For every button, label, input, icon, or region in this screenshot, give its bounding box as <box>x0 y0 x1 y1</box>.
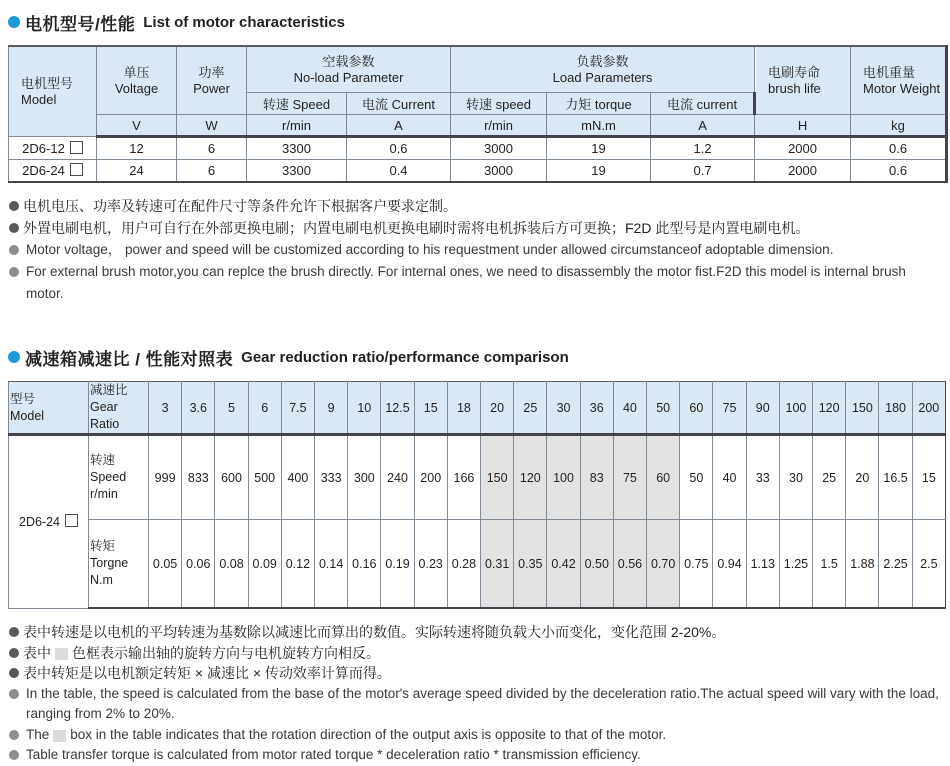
torque-value-cell: 2.25 <box>879 520 912 609</box>
unit-cell: A <box>347 115 451 137</box>
header-gear-ratio-zh: 减速比 <box>90 383 128 397</box>
speed-value-cell: 60 <box>647 435 680 520</box>
motor-value-cell: 0.6 <box>851 137 947 160</box>
ratio-header-cell: 18 <box>447 382 480 435</box>
header-weight-zh: 电机重量 <box>863 64 916 80</box>
ratio-header-cell: 60 <box>680 382 713 435</box>
speed-value-cell: 833 <box>182 435 215 520</box>
ratio-header-cell: 40 <box>613 382 646 435</box>
motor-value-cell: 3000 <box>451 137 547 160</box>
speed-value-cell: 100 <box>547 435 580 520</box>
note-line <box>8 195 946 217</box>
note-text: 表中转速是以电机的平均转速为基数除以减速比而算出的数值。实际转速将随负载大小而变化，变化范围 2-20%。 <box>23 624 726 640</box>
note-text: 色框表示输出轴的旋转方向与电机旋转方向相反。 <box>72 644 380 661</box>
header-power-zh: 功率 <box>198 64 225 80</box>
ratio-header-cell: 90 <box>746 382 779 435</box>
header-voltage-en: Voltage <box>114 80 159 96</box>
torque-value-cell: 2.5 <box>912 520 945 609</box>
motor-value-cell: 6 <box>177 137 247 160</box>
motor-value-cell: 6 <box>177 160 247 183</box>
motor-value-cell: 3300 <box>247 160 347 183</box>
header-gear-model-en: Model <box>10 408 45 423</box>
ratio-header-cell: 20 <box>481 382 514 435</box>
note-bullet-icon <box>9 201 19 211</box>
header-load-speed: 转速 speed <box>451 93 547 115</box>
note-line <box>8 725 946 746</box>
speed-value-cell: 300 <box>348 435 381 520</box>
torque-value-cell: 0.70 <box>647 520 680 609</box>
torque-value-cell: 0.35 <box>514 520 547 609</box>
ratio-header-cell: 75 <box>713 382 746 435</box>
unit-cell: H <box>755 115 851 137</box>
gray-box-icon <box>55 648 68 660</box>
motor-data-row <box>9 160 947 183</box>
gear-model-cell <box>9 435 89 609</box>
speed-value-cell: 50 <box>680 435 713 520</box>
section1-title-en: List of motor characteristics <box>143 13 345 31</box>
note-bullet-icon <box>9 668 19 678</box>
ratio-header-cell: 10 <box>348 382 381 435</box>
gear-reduction-table <box>8 381 946 609</box>
header-noload-group <box>247 46 451 93</box>
note-bullet-icon <box>9 689 19 699</box>
speed-label-cell <box>89 435 149 520</box>
ratio-header-cell: 120 <box>813 382 846 435</box>
speed-value-cell: 500 <box>248 435 281 520</box>
unit-cell: A <box>651 115 755 137</box>
motor-characteristics-table <box>8 45 948 183</box>
torque-value-cell: 0.14 <box>315 520 348 609</box>
motor-data-row <box>9 137 947 160</box>
header-load-zh: 负载参数 <box>576 53 629 69</box>
speed-value-cell: 30 <box>779 435 812 520</box>
gear-model-label: 2D6-24 <box>19 515 60 530</box>
motor-notes <box>8 195 946 305</box>
speed-value-cell: 999 <box>149 435 182 520</box>
section2-title-en: Gear reduction ratio/performance comparison <box>241 348 569 366</box>
note-text: 表中 <box>23 644 51 661</box>
speed-value-cell: 40 <box>713 435 746 520</box>
speed-value-cell: 15 <box>912 435 945 520</box>
note-text: In the table, the speed is calculated from the base of the motor's average speed divided by the deceleration ratio.The actual speed will vary with the load, ranging from 2% to 20%. <box>26 685 939 721</box>
unit-cell: mN.m <box>547 115 651 137</box>
motor-value-cell: 3300 <box>247 137 347 160</box>
note-line <box>8 663 946 684</box>
section1-title-zh: 电机型号/性能 <box>25 14 136 34</box>
motor-value-cell: 0.7 <box>651 160 755 183</box>
note-text: The <box>26 726 50 742</box>
gear-speed-row <box>9 435 946 520</box>
ratio-header-cell: 100 <box>779 382 812 435</box>
note-line <box>8 261 946 305</box>
header-brush-zh: 电刷寿命 <box>768 64 821 80</box>
speed-value-cell: 166 <box>447 435 480 520</box>
header-load-current: 电流 current <box>651 93 755 115</box>
units-row <box>9 115 947 137</box>
section1-title <box>8 10 946 34</box>
header-gear-ratio <box>89 382 149 435</box>
speed-value-cell: 240 <box>381 435 414 520</box>
speed-label-en: Speed <box>90 470 127 484</box>
section2-title <box>8 345 946 369</box>
ratio-header-cell: 30 <box>547 382 580 435</box>
torque-label-cell <box>89 520 149 609</box>
header-brush-life <box>755 46 851 115</box>
speed-label-zh: 转速 <box>90 453 116 467</box>
note-text: Motor voltage， power and speed will be customized according to his requestment under allowed circumstanceof adoptable dimension. <box>26 242 834 257</box>
header-brush-en: brush life <box>768 80 821 96</box>
gear-notes <box>8 622 946 766</box>
header-weight-en: Motor Weight <box>863 80 941 96</box>
torque-value-cell: 0.94 <box>713 520 746 609</box>
motor-value-cell: 0.6 <box>851 160 947 183</box>
ratio-header-cell: 7.5 <box>281 382 314 435</box>
ratio-header-cell: 3.6 <box>182 382 215 435</box>
unit-cell: r/min <box>451 115 547 137</box>
header-voltage-zh: 单压 <box>123 64 150 80</box>
torque-value-cell: 1.5 <box>813 520 846 609</box>
model-box-icon <box>70 163 83 176</box>
torque-value-cell: 0.42 <box>547 520 580 609</box>
speed-value-cell: 400 <box>281 435 314 520</box>
ratio-header-cell: 6 <box>248 382 281 435</box>
section2-title-zh: 减速箱减速比 / 性能对照表 <box>25 349 234 369</box>
speed-value-cell: 600 <box>215 435 248 520</box>
torque-value-cell: 1.25 <box>779 520 812 609</box>
header-model-zh: 电机型号 <box>21 75 74 91</box>
motor-value-cell: 19 <box>547 160 651 183</box>
ratio-header-cell: 50 <box>647 382 680 435</box>
motor-value-cell: 12 <box>97 137 177 160</box>
speed-value-cell: 200 <box>414 435 447 520</box>
torque-value-cell: 1.88 <box>846 520 879 609</box>
note-bullet-icon <box>9 267 19 277</box>
gear-torque-row <box>9 520 946 609</box>
ratio-header-cell: 3 <box>149 382 182 435</box>
header-motor-weight <box>851 46 947 115</box>
torque-value-cell: 0.09 <box>248 520 281 609</box>
torque-value-cell: 0.31 <box>481 520 514 609</box>
ratio-header-cell: 36 <box>580 382 613 435</box>
torque-value-cell: 0.19 <box>381 520 414 609</box>
motor-header-row1 <box>9 46 947 93</box>
note-bullet-icon <box>9 627 19 637</box>
motor-value-cell: 1.2 <box>651 137 755 160</box>
header-power-en: Power <box>193 80 230 96</box>
speed-value-cell: 25 <box>813 435 846 520</box>
blue-bullet-icon <box>8 351 20 363</box>
note-line <box>8 217 946 239</box>
unit-cell: r/min <box>247 115 347 137</box>
note-bullet-icon <box>9 245 19 255</box>
speed-value-cell: 75 <box>613 435 646 520</box>
ratio-header-cell: 200 <box>912 382 945 435</box>
torque-value-cell: 0.50 <box>580 520 613 609</box>
header-voltage <box>97 46 177 115</box>
ratio-header-cell: 12.5 <box>381 382 414 435</box>
motor-value-cell: 2000 <box>755 160 851 183</box>
header-model <box>9 46 97 137</box>
torque-value-cell: 0.23 <box>414 520 447 609</box>
header-load-en: Load Parameters <box>552 69 653 85</box>
header-noload-current: 电流 Current <box>347 93 451 115</box>
header-load-group <box>451 46 755 93</box>
torque-value-cell: 0.12 <box>281 520 314 609</box>
motor-value-cell: 0.4 <box>347 160 451 183</box>
unit-cell: kg <box>851 115 947 137</box>
model-box-icon <box>65 514 78 527</box>
torque-label-en: Torgne <box>90 556 129 570</box>
note-text: 表中转矩是以电机额定转矩 × 减速比 × 传动效率计算而得。 <box>23 665 391 681</box>
note-line <box>8 622 946 643</box>
motor-value-cell: 24 <box>97 160 177 183</box>
header-power <box>177 46 247 115</box>
note-bullet-icon <box>9 648 19 658</box>
header-noload-speed: 转速 Speed <box>247 93 347 115</box>
header-model-en: Model <box>21 91 57 107</box>
torque-label-unit: N.m <box>90 573 113 587</box>
ratio-header-cell: 180 <box>879 382 912 435</box>
model-label: 2D6-12 <box>22 140 65 156</box>
note-line <box>8 684 946 725</box>
motor-value-cell: 0.6 <box>347 137 451 160</box>
model-cell <box>9 160 97 183</box>
note-line <box>8 643 946 664</box>
unit-cell: W <box>177 115 247 137</box>
note-bullet-icon <box>9 750 19 760</box>
blue-bullet-icon <box>8 16 20 28</box>
header-gear-model-zh: 型号 <box>10 391 36 406</box>
header-noload-en: No-load Parameter <box>293 69 404 85</box>
note-line <box>8 239 946 261</box>
torque-label-zh: 转矩 <box>90 539 116 553</box>
speed-label-unit: r/min <box>90 487 118 501</box>
speed-value-cell: 333 <box>315 435 348 520</box>
ratio-header-cell: 5 <box>215 382 248 435</box>
header-load-torque: 力矩 torque <box>547 93 651 115</box>
motor-value-cell: 3000 <box>451 160 547 183</box>
ratio-header-cell: 9 <box>315 382 348 435</box>
ratio-header-cell: 150 <box>846 382 879 435</box>
gear-header-row <box>9 382 946 435</box>
speed-value-cell: 16.5 <box>879 435 912 520</box>
model-cell <box>9 137 97 160</box>
note-bullet-icon <box>9 730 19 740</box>
motor-value-cell: 19 <box>547 137 651 160</box>
speed-value-cell: 20 <box>846 435 879 520</box>
torque-value-cell: 0.16 <box>348 520 381 609</box>
speed-value-cell: 150 <box>481 435 514 520</box>
ratio-header-cell: 25 <box>514 382 547 435</box>
torque-value-cell: 0.06 <box>182 520 215 609</box>
note-text: 外置电刷电机，用户可自行在外部更换电刷；内置电刷电机更换电刷时需将电机拆装后方可更换；F2D 此型号是内置电刷电机。 <box>23 220 810 236</box>
torque-value-cell: 0.05 <box>149 520 182 609</box>
header-noload-zh: 空载参数 <box>322 53 375 69</box>
header-gear-model <box>9 382 89 435</box>
speed-value-cell: 33 <box>746 435 779 520</box>
note-text: Table transfer torque is calculated from motor rated torque * deceleration ratio * transmission efficiency. <box>26 747 641 762</box>
note-line <box>8 745 946 766</box>
note-text: box in the table indicates that the rotation direction of the output axis is opposite to that of the motor. <box>70 726 667 742</box>
gray-box-icon <box>53 730 66 742</box>
header-gear-ratio-en: Gear Ratio <box>90 400 120 431</box>
ratio-header-cell: 15 <box>414 382 447 435</box>
note-text: 电机电压、功率及转速可在配件尺寸等条件允许下根据客户要求定制。 <box>23 198 457 214</box>
torque-value-cell: 0.56 <box>613 520 646 609</box>
speed-value-cell: 83 <box>580 435 613 520</box>
note-bullet-icon <box>9 223 19 233</box>
torque-value-cell: 0.28 <box>447 520 480 609</box>
speed-value-cell: 120 <box>514 435 547 520</box>
unit-cell: V <box>97 115 177 137</box>
torque-value-cell: 0.08 <box>215 520 248 609</box>
torque-value-cell: 0.75 <box>680 520 713 609</box>
note-text: For external brush motor,you can replce the brush directly. For internal ones, we need to disassembly the motor fist.F2D this model is internal brush motor. <box>26 264 906 301</box>
motor-value-cell: 2000 <box>755 137 851 160</box>
model-box-icon <box>70 141 83 154</box>
torque-value-cell: 1.13 <box>746 520 779 609</box>
model-label: 2D6-24 <box>22 163 65 178</box>
